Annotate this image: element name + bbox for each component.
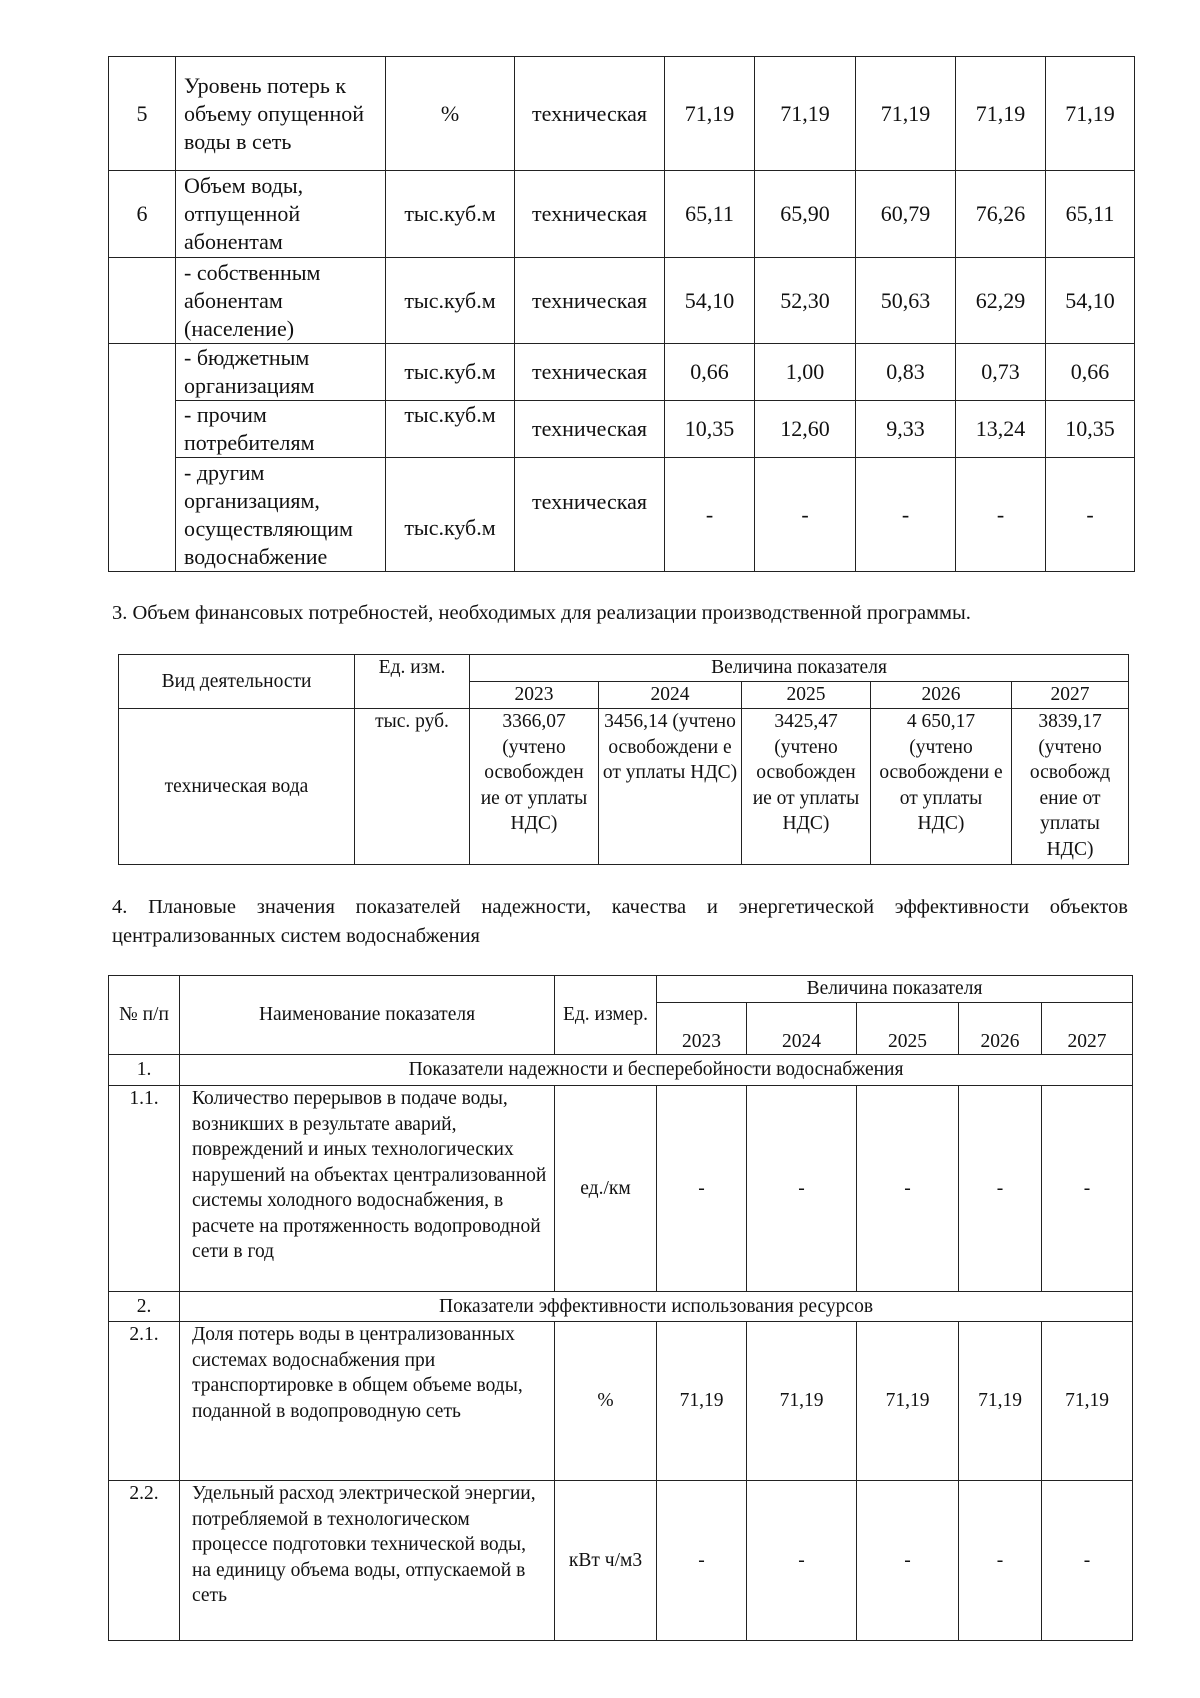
table-row	[109, 458, 1135, 572]
activity-type-cell: техническая	[515, 171, 665, 258]
value-cell: 71,19	[856, 57, 956, 171]
value-cell: 4 650,17 (учтено освобождени е от уплаты НДС)	[871, 709, 1012, 865]
table-row	[109, 1086, 1133, 1292]
value-cell: -	[747, 1481, 857, 1641]
table-row	[109, 344, 1135, 401]
year-header: 2024	[747, 1003, 857, 1055]
value-cell: 71,19	[956, 57, 1046, 171]
value-cell: 71,19	[1046, 57, 1135, 171]
unit-cell: ед./км	[555, 1086, 657, 1292]
value-cell: 52,30	[755, 258, 856, 344]
activity-type-cell: техническая	[515, 458, 665, 572]
value-cell: 71,19	[959, 1322, 1042, 1481]
activity-type-cell: техническая	[515, 258, 665, 344]
unit-cell: кВт ч/м3	[555, 1481, 657, 1641]
section-3-heading: 3. Объем финансовых потребностей, необходимых для реализации производственной программы.	[112, 602, 971, 624]
value-cell: -	[959, 1481, 1042, 1641]
col-header-number: № п/п	[109, 976, 180, 1055]
indicator-name: Уровень потерь к объему опущенной воды в сеть	[176, 57, 386, 171]
value-cell: 71,19	[755, 57, 856, 171]
year-header: 2025	[742, 682, 871, 709]
group-row	[109, 1055, 1133, 1086]
value-cell: 54,10	[665, 258, 755, 344]
group-title: Показатели надежности и бесперебойности водоснабжения	[180, 1055, 1133, 1086]
value-cell: 71,19	[747, 1322, 857, 1481]
table-row	[109, 171, 1135, 258]
value-cell: 3425,47 (учтено освобожден ие от уплаты НДС)	[742, 709, 871, 865]
value-cell: 0,73	[956, 344, 1046, 401]
row-number	[109, 258, 176, 344]
value-cell: -	[755, 458, 856, 572]
unit-cell: тыс.куб.м	[386, 258, 515, 344]
activity-cell: техническая вода	[119, 709, 355, 865]
value-cell: 71,19	[657, 1322, 747, 1481]
value-cell: 3839,17 (учтено освобожд ение от уплаты НДС)	[1012, 709, 1129, 865]
year-header: 2025	[857, 1003, 959, 1055]
unit-cell: %	[555, 1322, 657, 1481]
unit-cell: тыс.куб.м	[386, 401, 515, 458]
unit-cell: тыс.куб.м	[386, 458, 515, 572]
col-header-value: Величина показателя	[657, 976, 1133, 1003]
value-cell: -	[956, 458, 1046, 572]
section-4-heading: 4. Плановые значения показателей надежности, качества и энергетической эффективности объектов централизованных систем водоснабжения	[112, 896, 1128, 947]
indicator-name: - прочим потребителям	[176, 401, 386, 458]
year-header: 2024	[599, 682, 742, 709]
table-row	[109, 258, 1135, 344]
row-number	[109, 344, 176, 572]
year-header: 2023	[470, 682, 599, 709]
value-cell: -	[1042, 1481, 1133, 1641]
value-cell: 65,90	[755, 171, 856, 258]
value-cell: 12,60	[755, 401, 856, 458]
row-number: 5	[109, 57, 176, 171]
value-cell: 71,19	[857, 1322, 959, 1481]
group-title: Показатели эффективности использования ресурсов	[180, 1292, 1133, 1322]
col-header-value: Величина показателя	[470, 655, 1129, 682]
unit-cell: тыс. руб.	[355, 709, 470, 865]
year-header: 2023	[657, 1003, 747, 1055]
table-header-row	[109, 976, 1133, 1003]
row-number: 1.1.	[109, 1086, 180, 1292]
value-cell: 50,63	[856, 258, 956, 344]
indicator-name: Удельный расход электрической энергии, потребляемой в технологическом процессе подготовки технической воды, на единицу объема воды, отпускаемой в сеть	[180, 1481, 555, 1641]
activity-type-cell: техническая	[515, 344, 665, 401]
value-cell: -	[1042, 1086, 1133, 1292]
table-row	[109, 401, 1135, 458]
value-cell: -	[857, 1086, 959, 1292]
reliability-indicators-table	[108, 975, 1133, 1641]
year-header: 2026	[871, 682, 1012, 709]
value-cell: 76,26	[956, 171, 1046, 258]
unit-cell: %	[386, 57, 515, 171]
value-cell: -	[857, 1481, 959, 1641]
year-header: 2027	[1042, 1003, 1133, 1055]
year-header: 2026	[959, 1003, 1042, 1055]
col-header-name: Наименование показателя	[180, 976, 555, 1055]
indicator-name: Объем воды, отпущенной абонентам	[176, 171, 386, 258]
unit-cell: тыс.куб.м	[386, 344, 515, 401]
table-header-row	[119, 655, 1129, 682]
group-row	[109, 1292, 1133, 1322]
table-row	[109, 1322, 1133, 1481]
col-header-unit: Ед. измер.	[555, 976, 657, 1055]
value-cell: 65,11	[665, 171, 755, 258]
row-number: 2.2.	[109, 1481, 180, 1641]
indicator-name: - собственным абонентам (население)	[176, 258, 386, 344]
value-cell: -	[657, 1086, 747, 1292]
col-header-activity: Вид деятельности	[119, 655, 355, 709]
indicator-name: Количество перерывов в подаче воды, возникших в результате аварий, повреждений и иных технологических нарушений на объектах централизованной системы холодного водоснабжения, в расчете на протяженность водопроводной сети в год	[180, 1086, 555, 1292]
value-cell: 1,00	[755, 344, 856, 401]
table-row	[119, 709, 1129, 865]
col-header-unit: Ед. изм.	[355, 655, 470, 709]
value-cell: 54,10	[1046, 258, 1135, 344]
table-row	[109, 1481, 1133, 1641]
year-header: 2027	[1012, 682, 1129, 709]
value-cell: 13,24	[956, 401, 1046, 458]
row-number: 6	[109, 171, 176, 258]
value-cell: 10,35	[1046, 401, 1135, 458]
activity-type-cell: техническая	[515, 57, 665, 171]
value-cell: 71,19	[665, 57, 755, 171]
value-cell: 71,19	[1042, 1322, 1133, 1481]
group-number: 1.	[109, 1055, 180, 1086]
value-cell: 10,35	[665, 401, 755, 458]
production-indicators-table	[108, 56, 1135, 572]
activity-type-cell: техническая	[515, 401, 665, 458]
value-cell: 65,11	[1046, 171, 1135, 258]
unit-cell: тыс.куб.м	[386, 171, 515, 258]
value-cell: -	[856, 458, 956, 572]
value-cell: 0,83	[856, 344, 956, 401]
value-cell: 60,79	[856, 171, 956, 258]
group-number: 2.	[109, 1292, 180, 1322]
indicator-name: - бюджетным организациям	[176, 344, 386, 401]
value-cell: 0,66	[1046, 344, 1135, 401]
value-cell: 0,66	[665, 344, 755, 401]
row-number: 2.1.	[109, 1322, 180, 1481]
indicator-name: Доля потерь воды в централизованных системах водоснабжения при транспортировке в общем объеме воды, поданной в водопроводную сеть	[180, 1322, 555, 1481]
value-cell: 3456,14 (учтено освобождени е от уплаты НДС)	[599, 709, 742, 865]
value-cell: -	[959, 1086, 1042, 1292]
value-cell: -	[657, 1481, 747, 1641]
indicator-name: - другим организациям, осуществляющим водоснабжение	[176, 458, 386, 572]
value-cell: -	[1046, 458, 1135, 572]
value-cell: 3366,07 (учтено освобожден ие от уплаты НДС)	[470, 709, 599, 865]
financial-needs-table	[118, 654, 1129, 865]
value-cell: 9,33	[856, 401, 956, 458]
table-row	[109, 57, 1135, 171]
value-cell: -	[665, 458, 755, 572]
value-cell: -	[747, 1086, 857, 1292]
value-cell: 62,29	[956, 258, 1046, 344]
